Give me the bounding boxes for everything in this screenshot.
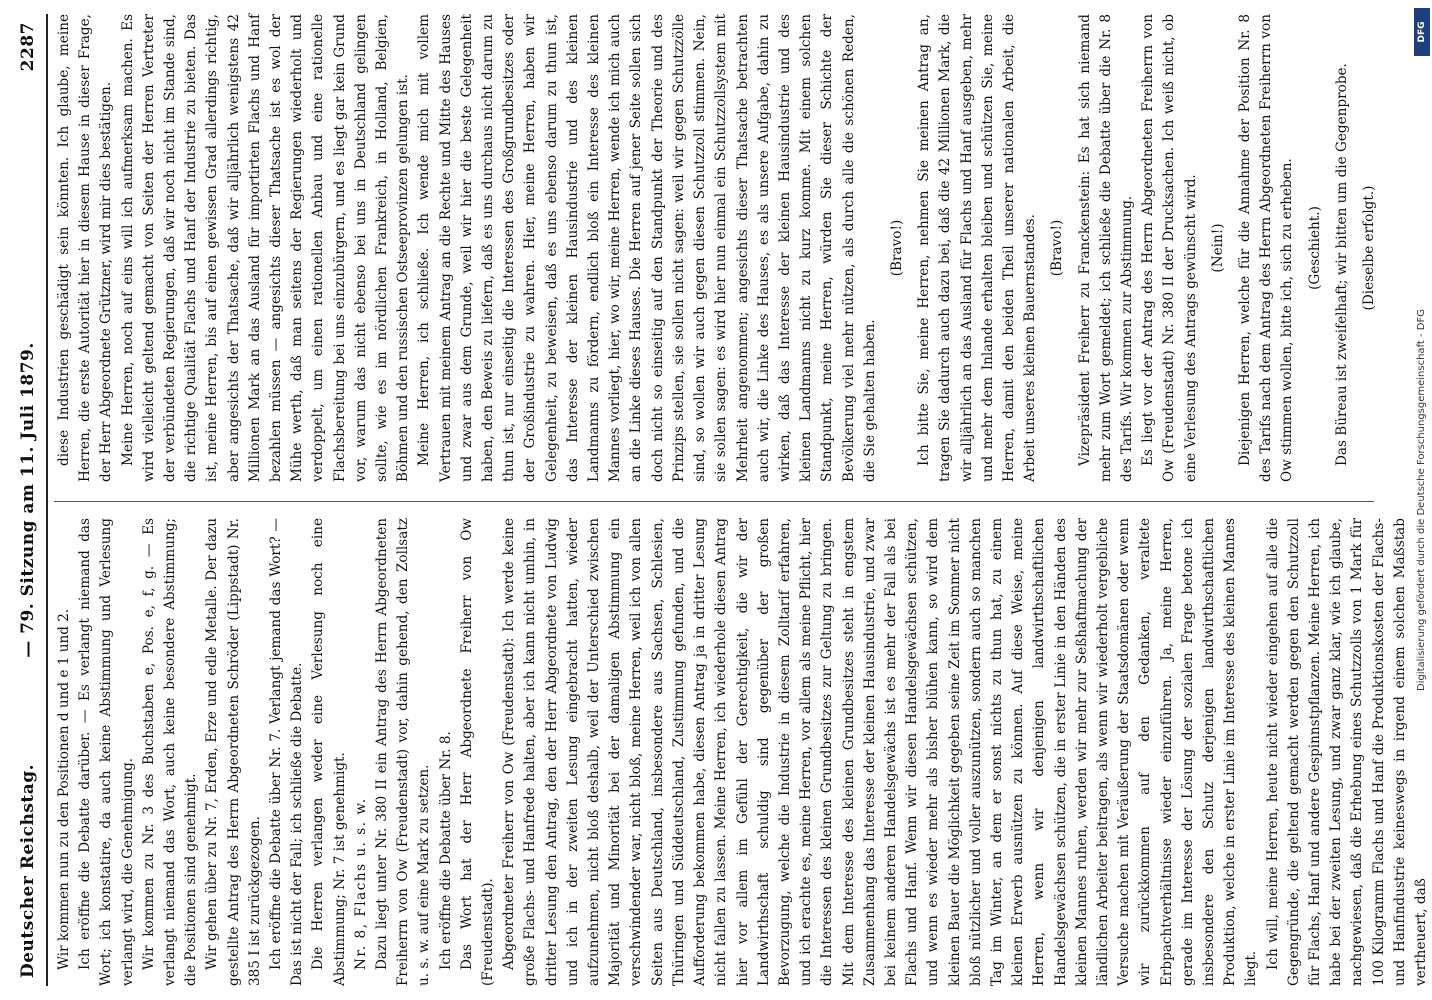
header-session: — 79. Sitzung am 11. Juli 1879.: [18, 342, 38, 658]
header-page-number: 2287: [18, 22, 38, 72]
paragraph: Diejenigen Herren, welche für die Annahme der Position Nr. 8 des Tarifs nach dem Antrag des Herrn Abgeordneten Freiherrn von Ow stimmen wollen, bitte ich, sich zu erheben.: [1236, 14, 1296, 482]
page-header: [8, 14, 48, 986]
dfg-badge-label: DFG: [1417, 21, 1427, 43]
header-publication: Deutscher Reichstag.: [18, 763, 38, 978]
paragraph: Vizepräsident Freiherr zu Franckenstein: Es hat sich niemand mehr zum Wort gemeldet; ich schließe die Debatte über die Nr. 8 des Tarifs. Wir kommen zur Abstimmung.: [1076, 14, 1135, 482]
paragraph: Wir gehen über zu Nr. 7, Erden, Erze und edle Metalle. Der dazu gestellte Antrag des Herrn Abgeordneten Schröder (Lippstadt) Nr. 385 I ist zurückgezogen.: [204, 518, 263, 986]
dfg-credit-text: Digitalisierung gefördert durch die Deutsche Forschungsgemeinschaft - DFG: [1416, 309, 1427, 692]
paragraph: Dazu liegt unter Nr. 380 II ein Antrag des Herrn Abgeordneten Freiherrn von Ow (Freudenstadt) vor, dahin gehend, den Zollsatz u. s. w. auf eine Mark zu setzen.: [374, 518, 433, 986]
left-column: [54, 518, 1429, 986]
paragraph: Die Herren verlangen weder eine Verlesung noch eine Abstimmung; Nr. 7 ist genehmigt.: [310, 518, 348, 986]
speech-paragraph: Ich bitte Sie, meine Herren, nehmen Sie meinen Antrag an, tragen Sie dadurch auch dazu bei, daß die 42 Millionen Mark, die wir alljährlich an das Ausland für Flachs und Hanf ausgeben, mehr und mehr dem Inlande erhalten bleiben und schützen Sie, meine Herren, damit den beiden Theil unserer nationalen Arbeit, die Arbeit unseres kleinen Bauernstandes.: [916, 14, 1039, 482]
right-column: [54, 14, 1377, 482]
interjection: (Nein!): [1209, 223, 1226, 273]
paragraph: Ich eröffne die Debatte darüber. — Es verlangt niemand das Wort; ich konstatire, da auch keine Abstimmung und Verlesung verlangt wird, die Genehmigung.: [77, 518, 136, 986]
paragraph: Wir kommen zu Nr. 3 des Buchstaben e, Pos. e, f, g. — Es verlangt niemand das Wort, auch keine besondere Abstimmung; die Positionen sind genehmigt.: [140, 518, 200, 986]
interjection: (Bravo!): [888, 219, 905, 277]
interjection: (Bravo!): [1049, 219, 1066, 277]
paragraph: Das Wort hat der Herr Abgeordnete Freiherr von Ow (Freudenstadt).: [458, 518, 497, 986]
paragraph: Das Büreau ist zweifelhaft; wir bitten um die Gegenprobe.: [1333, 63, 1350, 466]
interjection: (Geschieht.): [1306, 206, 1323, 290]
digitization-credit-sidebar: [1414, 0, 1430, 1000]
speech-paragraph: Ich will, meine Herren, heute nicht wieder eingehen auf alle die Gegengründe, die geltend gemacht werden gegen den Schutzzoll für Flachs, Hanf und andere Gespinnstpflanzen. Meine Herren, ich habe bei der zweiten Lesung, und zwar ganz klar, wie ich glaube, nachgewiesen, daß die Erhebung eines Schutzzolls von 1 Mark für 100 Kilogramm Flachs und Hanf die Produktionskosten der Flachs- und Hanfindustrie keineswegs in irgend einem solchen Maßstab vertheuert, daß: [1264, 518, 1429, 986]
paragraph: Nr. 8, Flachs u. s. w.: [352, 797, 369, 970]
speech-paragraph: Meine Herren, noch auf eins will ich aufmerksam machen. Es wird vielleicht geltend gemacht von Seiten der Herren Vertreter der verbündeten Regierungen, daß wir noch nicht im Stande sind, die richtige Qualität Flachs und Hanf der Industrie zu bieten. Das ist, meine Herren, bis auf einen gewissen Grad allerdings richtig, aber angesichts der Thatsache, daß wir alljährlich wenigstens 42 Millionen Mark an das Ausland für importirten Flachs und Hanf bezahlen müssen — angesichts dieser Thatsache ist es wol der Mühe werth, daß man seitens der Regierungen wiederholt und verdoppelt, um einen rationellen Anbau und eine rationelle Flachsbereitung bei uns einzubürgern, und es liegt gar kein Grund vor, warum das nicht ebenso bei uns in Deutschland gelingen sollte, wie es im nördlichen Frankreich, in Holland, Belgien, Böhmen und den russischen Ostseeprovinzen gelungen ist.: [119, 14, 412, 482]
speech-paragraph: Meine Herren, ich schließe. Ich wende mich mit vollem Vertrauen mit meinem Antrag an die Rechte und Mitte des Hauses und zwar aus dem Grunde, weil wir hier die beste Gelegenheit haben, den Beweis zu liefern, daß es uns durchaus nicht darum zu thun ist, nur einseitig die Interessen des Großgrundbesitzes oder der Großindustrie zu wahren. Hier, meine Herren, haben wir Gelegenheit, zu beweisen, daß es uns ebenso darum zu thun ist, das Interesse der kleinen Hausindustrie und des kleinen Landmanns zu fördern, endlich bloß ein Interesse des kleinen Mannes vorliegt, hier, wo wir, meine Herren, wende ich mich auch an die Linke dieses Hauses. Die Herren auf jener Seite sollen sich doch nicht so einseitig auf den Standpunkt der Theorie und des Prinzips stellen, sie sollen nicht sagen: weil wir gegen Schutzzölle sind, so wollen wir auch gegen diesen Schutzzoll stimmen. Nein, sie sollen sagen: es wird hier nun einmal ein Schutzzollsystem mit Mehrheit angenommen; angesichts dieser Thatsache betrachten auch wir, die Linke des Hauses, es als unsere Aufgabe, dahin zu wirken, daß das Interesse der kleinen Hausindustrie und des kleinen Landmanns nicht zu kurz komme. Mit einem solchen Standpunkt, meine Herren, würden Sie dieser Schichte der Bevölkerung viel mehr nützen, als durch alle die schönen Reden, die Sie gehalten haben.: [416, 14, 878, 482]
header-rule: [46, 14, 48, 986]
paragraph: Ich eröffne die Debatte über Nr. 8.: [437, 731, 454, 970]
column-divider: [54, 501, 1374, 502]
paragraph: Es liegt vor der Antrag des Herrn Abgeordneten Freiherrn von Ow (Freudenstadt) Nr. 380 II der Drucksachen. Ich weiß nicht, ob eine Verlesung des Antrags gewünscht wird.: [1140, 14, 1199, 482]
interjection: (Dieselbe erfolgt.): [1360, 185, 1377, 311]
paragraph: Ich eröffne die Debatte über Nr. 7. Verlangt jemand das Wort? — Das ist nicht der Fall; ich schließe die Debatte.: [268, 518, 306, 986]
speech-paragraph: diese Industrien geschädigt sein könnten. Ich glaube, meine Herren, die erste Autorität hier in diesem Hause in dieser Frage, der Herr Abgeordnete Grützner, wird mir dies bestätigen.: [56, 14, 115, 482]
paragraph: Wir kommen nun zu den Positionen d und e 1 und 2.: [56, 608, 72, 970]
speech-paragraph: Abgeordneter Freiherr von Ow (Freudenstadt): Ich werde keine große Flachs- und Hanfrede halten, aber ich kann nicht umhin, in dritter Lesung den Antrag, den der Herr Abgeordnete von Ludwig und ich in der zweiten Lesung eingebracht hatten, wieder aufzunehmen, nicht bloß deshalb, weil der Unterschied zwischen Majorität und Minorität bei der damaligen Abstimmung ein verschwindender war, nicht bloß, meine Herren, weil ich von allen Seiten aus Deutschland, insbesondere aus Sachsen, Schlesien, Thüringen und Süddeutschland, Zustimmung gefunden, und die Aufforderung bekommen habe, diesen Antrag ja in dritter Lesung nicht fallen zu lassen. Meine Herren, ich wiederhole diesen Antrag hier vor allem im Gefühl der Gerechtigkeit, die wir der Landwirthschaft schuldig sind gegenüber der großen Bevorzugung, welche die Industrie in diesem Zolltarif erfahren, und ich erachte es, meine Herren, vor allem als meine Pflicht, hier die Interessen des kleinen Grundbesitzes zur Geltung zu bringen. Mit dem Interesse des kleinen Grundbesitzes steht in engstem Zusammenhang das Interesse der kleinen Hausindustrie, und zwar bei keinem anderen Handelsgewächs ist es mehr der Fall als bei Flachs und Hanf. Wenn wir diesen Handelsgewächsen schützen, und wenn es wieder mehr als bisher blühen kann, so wird dem kleinen Bauer die Möglichkeit gegeben seine Zeit im Sommer nicht bloß nützlicher und voller auszunützen, sondern auch so manchen Tag im Winter, an dem er sonst nichts zu thun hat, zu einem kleinen Erwerb ausnützen zu können. Auf diese Weise, meine Herren, wenn wir denjenigen landwirthschaftlichen Handelsgewächsen schützen, die in erster Linie in den Händen des kleinen Mannes ruhen, werden wir mehr zur Seßhaftmachung der ländlichen Arbeiter beitragen, als wenn wir wiederholt vergebliche Versuche machen mit Veräußerung der Staatsdomänen oder wenn wir zurückkommen auf den Gedanken, veraltete Erbpachtverhältnisse wieder einzuführen. Ja, meine Herren, gerade im Interesse der Lösung der sozialen Frage betone ich insbesondere den Schutz derjenigen landwirthschaftlichen Produktion, welche in erster Linie im Interesse des kleinen Mannes liegt.: [501, 518, 1260, 986]
dfg-logo-badge: [1414, 8, 1430, 56]
